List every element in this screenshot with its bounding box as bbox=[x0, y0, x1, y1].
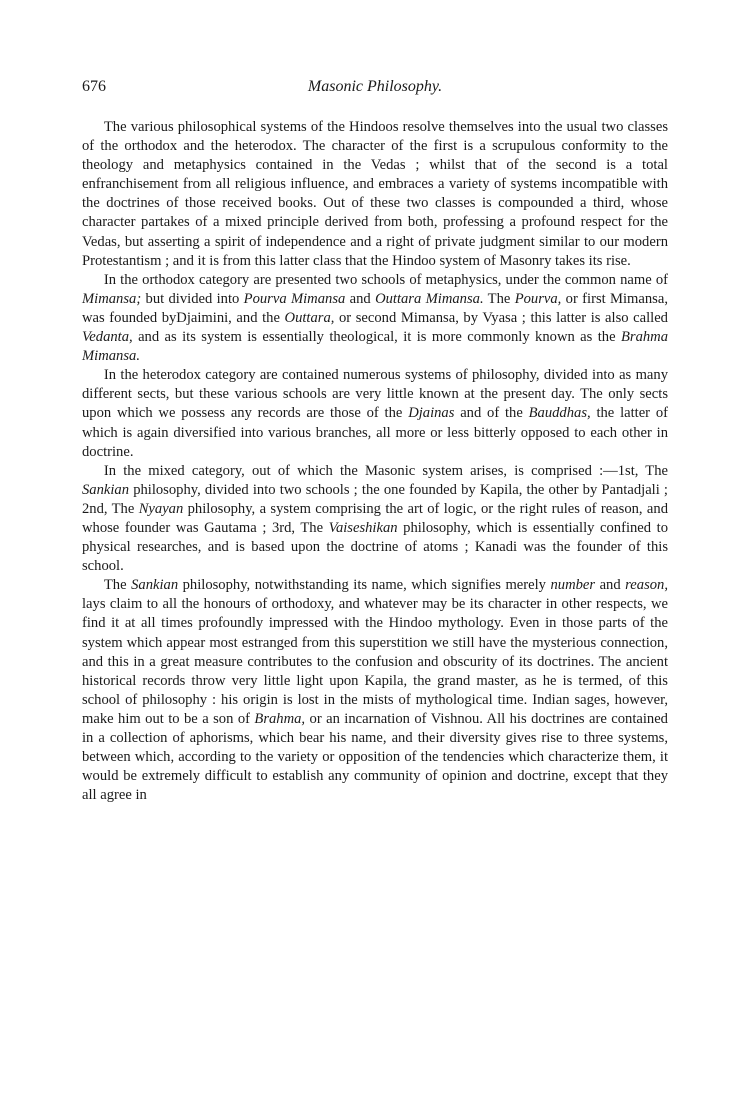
text-run: and bbox=[595, 577, 626, 594]
text-run: and as its system is essentially theological, it is more commonly known as the bbox=[132, 329, 621, 346]
text-run: but divided into bbox=[141, 290, 244, 307]
text-run: philosophy, which is essentially confined to physical researches, and is based upon the doctrine of atoms ; Kanadi was the founder of this school. bbox=[82, 519, 668, 575]
italic-term: Mimansa; bbox=[82, 290, 142, 307]
text-run: and of the bbox=[454, 405, 529, 422]
text-run: or an incarnation of Vishnou. All his doctrines are contained in a collection of aphorisms, which bear his name, and their diversity gives rise to three systems, between which, according to the variety or opposition of the tendencies which characterize them, it would be extremely difficult to establish any community of opinion and doctrine, except that they all agree in bbox=[82, 710, 668, 804]
text-run: or first Mimansa, was founded byDjaimini, and the bbox=[82, 290, 668, 326]
text-run: philosophy, a system comprising the art of logic, or the right rules of reason, and whose founder was Gautama ; 3rd, The bbox=[82, 500, 668, 536]
italic-term: Brahma, bbox=[254, 710, 306, 727]
paragraph-2 bbox=[82, 271, 668, 366]
italic-term: Djainas bbox=[408, 405, 455, 422]
text-run: and bbox=[345, 290, 376, 307]
italic-term: Outtara, bbox=[284, 309, 335, 326]
italic-term: number bbox=[550, 577, 596, 594]
text-run: In the heterodox category are contained numerous systems of philosophy, divided into as many different sects, but these various schools are very little known at the present day. The only sects upon which we possess any records are those of the bbox=[82, 367, 668, 422]
text-run: the latter of which is again diversified into various branches, all more or less bitterly opposed to each other in doctrine. bbox=[82, 405, 668, 460]
page-number: 676 bbox=[82, 78, 106, 95]
page-header bbox=[82, 78, 668, 106]
paragraph-1 bbox=[82, 118, 668, 271]
text-run: The various philosophical systems of the Hindoos resolve themselves into the usual two classes of the orthodox and the heterodox. The character of the first is a scrupulous conformity to the theology and metaphysics contained in the Vedas ; whilst that of the second is a total enfranchisement from all religious influence, and embraces a variety of systems incompatible with the doctrines of those received books. Out of these two classes is compounded a third, whose character partakes of a mixed principle derived from both, professing a profound respect for the Vedas, but asserting a spirit of independence and a right of private judgment similar to our modern Protestantism ; and it is from this latter class that the Hindoo system of Masonry takes its rise. bbox=[82, 119, 668, 269]
italic-term: Outtara Mimansa. bbox=[375, 290, 484, 307]
text-run: The bbox=[483, 290, 515, 307]
paragraph-4 bbox=[82, 462, 668, 577]
book-page bbox=[82, 78, 668, 805]
paragraph-5 bbox=[82, 576, 668, 805]
text-run: The bbox=[103, 577, 132, 594]
text-run: lays claim to all the honours of orthodoxy, and whatever may be its character in other respects, we find it at all times profoundly impressed with the Hindoo mythology. Even in those parts of the system which appear most estranged from this superstition we still have the mysterious connection, and this in a great measure contributes to the confusion and obscurity of its doctrines. The ancient historical records throw very little light upon Kapila, the grand master, as he is termed, of this school of philosophy : his origin is lost in the mists of mythological time. Indian sages, however, make him out to be a son of bbox=[82, 596, 668, 727]
body-text bbox=[82, 118, 668, 805]
text-run: In the mixed category, out of which the Masonic system arises, is comprised :—1st, The bbox=[103, 462, 668, 479]
italic-term: reason, bbox=[625, 577, 668, 594]
italic-term: Vaiseshikan bbox=[328, 519, 398, 536]
text-run: In the orthodox category are presented two schools of metaphysics, under the common name of bbox=[103, 271, 668, 288]
italic-term: Vedanta, bbox=[82, 329, 133, 346]
italic-term: Brahma Mimansa. bbox=[82, 329, 668, 365]
text-run: philosophy, notwithstanding its name, which signifies merely bbox=[178, 577, 551, 594]
italic-term: Pourva Mimansa bbox=[243, 290, 346, 307]
text-run: philosophy, divided into two schools ; the one founded by Kapila, the other by Pantadjali ; 2nd, The bbox=[82, 481, 668, 517]
running-title: Masonic Philosophy. bbox=[307, 78, 443, 95]
text-run: or second Mimansa, by Vyasa ; this latter is also called bbox=[334, 309, 668, 326]
italic-term: Sankian bbox=[131, 577, 179, 594]
italic-term: Nyayan bbox=[138, 500, 184, 517]
paragraph-3 bbox=[82, 366, 668, 461]
italic-term: Sankian bbox=[82, 481, 130, 498]
italic-term: Bauddhas, bbox=[528, 405, 591, 422]
italic-term: Pourva, bbox=[514, 290, 562, 307]
